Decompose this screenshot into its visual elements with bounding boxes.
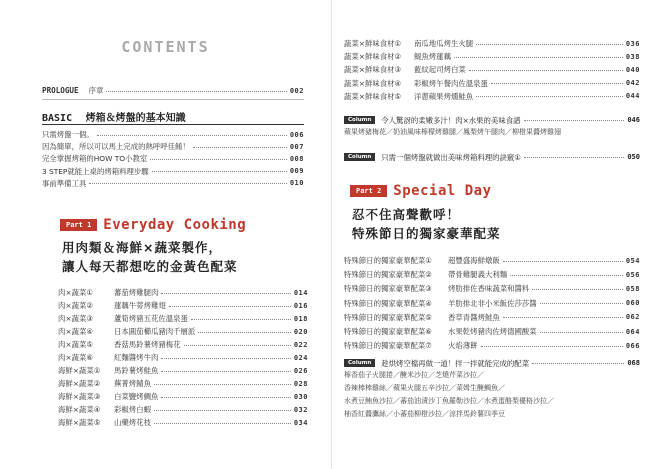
- leader-dots: [540, 331, 623, 333]
- page-number: 036: [625, 39, 640, 48]
- leader-dots: [532, 288, 623, 290]
- page-number: 034: [293, 418, 308, 427]
- page-number: 062: [625, 313, 640, 322]
- toc-title: 完全掌握烤箱的HOW TO小教室: [42, 154, 148, 164]
- part2-title: Special Day: [393, 183, 492, 199]
- leader-dots: [476, 43, 623, 45]
- toc-row[interactable]: [42, 152, 304, 165]
- basic-heading: [42, 109, 186, 124]
- part1-title: Everyday Cooking: [103, 217, 247, 233]
- column2-row[interactable]: [344, 151, 640, 163]
- page-number: 054: [625, 256, 640, 265]
- leader-dots: [161, 357, 290, 359]
- toc-category: 特殊節日的獨家豪華配菜④: [344, 298, 432, 308]
- divider: [42, 124, 304, 125]
- leader-dots: [524, 120, 625, 121]
- page-number: 008: [289, 154, 304, 163]
- toc-row[interactable]: [42, 165, 304, 178]
- toc-category: 特殊節日的獨家豪華配菜⑥: [344, 327, 432, 336]
- toc-title: 羊肋排北非小米飯佐莎莎醬: [448, 298, 537, 308]
- page-number: 026: [293, 366, 308, 375]
- toc-row[interactable]: [344, 63, 640, 76]
- toc-row[interactable]: [344, 90, 640, 103]
- part2-header: [350, 183, 492, 199]
- toc-row[interactable]: [58, 338, 308, 351]
- toc-title: 事前準備工具: [42, 178, 87, 188]
- page-number: 002: [289, 86, 304, 95]
- toc-row[interactable]: [344, 254, 640, 267]
- toc-row[interactable]: [42, 128, 304, 141]
- column3-row[interactable]: [344, 357, 640, 369]
- page-number: 010: [289, 179, 304, 188]
- toc-title: 蓮藕牛蒡烤雞翅: [114, 301, 166, 310]
- page-number: 068: [627, 359, 640, 367]
- toc-title: 南瓜地瓜烤生火腿: [414, 39, 474, 48]
- toc-title: 紅麵醬烤牛肉: [114, 353, 159, 362]
- leader-dots: [503, 316, 623, 318]
- column-tag: Column: [344, 116, 375, 124]
- part1-subtitle-line1: 用肉類＆海鮮×蔬菜製作，: [62, 240, 222, 255]
- leader-dots: [469, 69, 623, 71]
- toc-title: 蕪菁烤鯖魚: [114, 379, 151, 388]
- leader-dots: [184, 344, 291, 346]
- toc-title: 烤肋排佐香味蔬菜和醬料: [448, 284, 530, 294]
- toc-title: 藍紋起司烤白菜: [414, 65, 466, 75]
- toc-row[interactable]: [344, 325, 640, 338]
- toc-row[interactable]: [344, 339, 640, 352]
- toc-title: 日本圓茄櫛瓜豬肉千層派: [114, 327, 196, 336]
- leader-dots: [161, 292, 290, 294]
- toc-category: 肉×蔬菜②: [58, 301, 93, 310]
- contents-title: CONTENTS: [121, 38, 210, 56]
- page-number: 040: [625, 65, 640, 74]
- toc-row[interactable]: [58, 312, 308, 325]
- toc-row[interactable]: [58, 299, 308, 312]
- leader-dots: [89, 182, 286, 184]
- toc-row[interactable]: [344, 50, 640, 63]
- toc-row[interactable]: [344, 268, 640, 281]
- leader-dots: [540, 302, 623, 304]
- page-number: 044: [625, 92, 640, 101]
- prologue-row[interactable]: [42, 84, 304, 97]
- leader-dots: [97, 134, 287, 136]
- page-number: 038: [625, 52, 640, 61]
- toc-row[interactable]: [344, 311, 640, 324]
- toc-row[interactable]: [58, 377, 308, 390]
- column2-title: 只需一個烤盤就做出美味烤箱料理的訣竅①: [381, 152, 521, 162]
- page-number: 016: [293, 301, 308, 310]
- right-page: [332, 0, 663, 469]
- toc-row[interactable]: [58, 351, 308, 364]
- toc-category: 肉×蔬菜③: [58, 314, 93, 323]
- toc-category: 蔬菜×鮮味食材③: [344, 65, 402, 75]
- toc-category: 肉×蔬菜①: [58, 288, 93, 297]
- leader-dots: [198, 331, 291, 333]
- page-number: 058: [625, 284, 640, 293]
- toc-category: 肉×蔬菜⑥: [58, 353, 93, 362]
- toc-category: 蔬菜×鮮味食材①: [344, 39, 402, 48]
- column3-notes: [344, 369, 554, 421]
- leader-dots: [532, 363, 624, 364]
- leader-dots: [193, 146, 287, 148]
- leader-dots: [503, 260, 623, 262]
- divider: [42, 99, 304, 100]
- toc-row[interactable]: [344, 297, 640, 310]
- toc-title: 因為簡單，所以可以馬上完成的熱呼呼佳餚！: [42, 142, 190, 152]
- toc-category: 海鮮×蔬菜②: [58, 379, 101, 388]
- toc-title: 彩椒烤午餐肉佐溫泉蛋: [414, 78, 488, 88]
- part2-tag: Part 2: [350, 185, 387, 197]
- toc-title: 帶骨雞腿義大利麵: [448, 270, 508, 280]
- part2-subtitle-line2: 特殊節日的獨家豪華配菜: [352, 226, 501, 241]
- toc-title: 蕃茄烤雞腿肉: [114, 288, 159, 297]
- column3-title: 趁烘烤空檔再做一道！拌一拌就能完成的配菜: [381, 358, 530, 368]
- toc-category: 特殊節日的獨家豪華配菜②: [344, 270, 432, 280]
- toc-row[interactable]: [58, 286, 308, 299]
- toc-category: 特殊節日的獨家豪華配菜⑦: [344, 341, 432, 351]
- toc-row[interactable]: [58, 364, 308, 377]
- basic-title: 烤箱＆烤盤的基本知識: [85, 113, 186, 124]
- toc-row[interactable]: [344, 37, 640, 50]
- page-number: 032: [293, 405, 308, 414]
- toc-category: 海鮮×蔬菜⑤: [58, 418, 101, 427]
- page-number: 020: [293, 327, 308, 336]
- toc-category: 蔬菜×鮮味食材④: [344, 78, 402, 88]
- page-number: 066: [625, 341, 640, 350]
- leader-dots: [161, 396, 290, 398]
- page-number: 042: [625, 79, 640, 88]
- toc-row[interactable]: [42, 177, 304, 190]
- page-number: 030: [293, 392, 308, 401]
- leader-dots: [152, 170, 287, 172]
- toc-title: 只需烤盤一個。: [42, 130, 94, 139]
- part1-tag: Part 1: [60, 219, 97, 231]
- page-number: 018: [293, 314, 308, 323]
- page-number: 006: [289, 130, 304, 139]
- toc-row[interactable]: [42, 140, 304, 153]
- column1-row[interactable]: [344, 114, 640, 126]
- toc-title: 香菇馬鈴薯烤豬梅花: [114, 340, 181, 349]
- toc-title: 火焰薄餅: [448, 341, 478, 351]
- toc-title: 彩椒烤白蝦: [114, 405, 151, 414]
- toc-category: 海鮮×蔬菜③: [58, 392, 101, 401]
- part1-subtitle-line2: 讓人每天都想吃的金黃色配菜: [62, 259, 238, 274]
- toc-category: 特殊節日的獨家豪華配菜③: [344, 284, 432, 294]
- part2-subtitle-line1: 忍不住高聲歡呼！: [352, 207, 461, 222]
- toc-title: 超豐盛海鮮燉飯: [448, 256, 500, 265]
- toc-row[interactable]: [344, 282, 640, 295]
- toc-title: 洋蔥蘋果烤燻鮭魚: [414, 91, 474, 101]
- leader-dots: [510, 274, 623, 276]
- toc-row[interactable]: [58, 325, 308, 338]
- toc-category: 海鮮×蔬菜①: [58, 366, 101, 375]
- toc-title: 馬鈴薯烤鮭魚: [114, 366, 159, 375]
- toc-row[interactable]: [58, 416, 308, 429]
- leader-dots: [524, 157, 624, 158]
- page-number: 050: [627, 153, 640, 161]
- page-number: 046: [627, 116, 640, 124]
- part1-header: [60, 217, 246, 233]
- toc-category: 蔬菜×鮮味食材②: [344, 52, 402, 62]
- page-number: 064: [625, 327, 640, 336]
- left-page: [0, 0, 331, 469]
- leader-dots: [481, 345, 623, 347]
- toc-title: 蘆筍烤豬五花佐溫泉蛋: [114, 314, 188, 323]
- column3-note-line: 水煮豆鮪魚沙拉／蕃茄油漬沙丁魚羅勒沙拉／水煮蛋酪梨優格沙拉／: [344, 397, 554, 405]
- page-number: 056: [625, 270, 640, 279]
- toc-category: 特殊節日的獨家豪華配菜⑤: [344, 312, 432, 322]
- leader-dots: [154, 422, 291, 424]
- part1-subtitle: [62, 238, 238, 276]
- page-number: 024: [293, 353, 308, 362]
- leader-dots: [169, 305, 291, 307]
- toc-title: 水果乾烤豬肉佐烤德國酸菜: [448, 327, 537, 336]
- part2-subtitle: [352, 205, 501, 243]
- prologue-label: PROLOGUE: [42, 86, 79, 95]
- leader-dots: [491, 82, 623, 84]
- leader-dots: [454, 56, 623, 58]
- leader-dots: [154, 409, 291, 411]
- basic-tag: BASIC: [42, 113, 73, 124]
- leader-dots: [154, 383, 291, 385]
- toc-row[interactable]: [58, 390, 308, 403]
- toc-row[interactable]: [58, 403, 308, 416]
- prologue-title: 序章: [88, 86, 104, 95]
- page-number: 014: [293, 288, 308, 297]
- leader-dots: [191, 318, 291, 320]
- column-tag: Column: [344, 359, 375, 367]
- toc-category: 肉×蔬菜④: [58, 327, 93, 336]
- page-number: 022: [293, 340, 308, 349]
- leader-dots: [161, 370, 290, 372]
- column3-note-line: 香辣棒棒雞絲／蘋果火腿五辛沙拉／菜姆生醃鯛魚／: [344, 384, 505, 392]
- leader-dots: [106, 90, 286, 92]
- page-number: 028: [293, 379, 308, 388]
- leader-dots: [150, 158, 287, 160]
- column1-title: 令人驚訝的柔嫩多汁！肉×水果的美味食譜: [381, 115, 521, 125]
- column3-note-line: 柚香紅醬鷹絲／小蕃茄柳橙沙拉／涼拌馬鈴薯四季豆: [344, 410, 505, 418]
- column3-note-line: 檸香茄子火腿捲／醃米沙拉／芝燒芹菜沙拉／: [344, 371, 484, 379]
- toc-title: 香草青醬烤鮭魚: [448, 312, 500, 322]
- toc-category: 特殊節日的獨家豪華配菜①: [344, 256, 432, 265]
- toc-title: 山藥烤花枝: [114, 418, 151, 427]
- toc-row[interactable]: [344, 77, 640, 90]
- column-tag: Column: [344, 153, 375, 161]
- toc-category: 蔬菜×鮮味食材⑤: [344, 91, 402, 101]
- leader-dots: [476, 95, 623, 97]
- toc-title: 白菜鹽烤鯛魚: [114, 392, 159, 401]
- toc-category: 海鮮×蔬菜④: [58, 405, 101, 414]
- page-number: 060: [625, 299, 640, 308]
- toc-category: 肉×蔬菜⑤: [58, 340, 93, 349]
- page-number: 009: [289, 167, 304, 176]
- toc-title: 鯷魚烤蓮藕: [414, 52, 451, 62]
- column1-note: 蘋果烤豬梅花／奶油風味檸檬烤雞腿／鳳梨烤午腿肉／柳橙果醬烤雞翅: [344, 128, 561, 136]
- page-number: 007: [289, 142, 304, 151]
- toc-title: 3 STEP就能上桌的烤箱料理步驟: [42, 166, 149, 176]
